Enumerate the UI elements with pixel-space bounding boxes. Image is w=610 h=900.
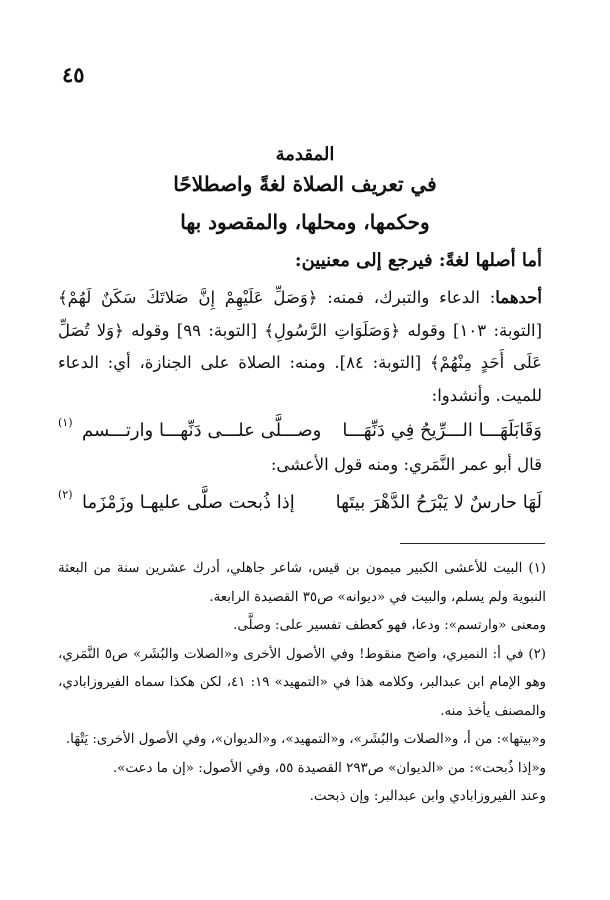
footnote: وعند الفيروزابادي وابن عبدالبر: وإن ذبحت. bbox=[309, 789, 546, 804]
chapter-subtitle-2: وحكمها، ومحلها، والمقصود بها bbox=[180, 210, 430, 234]
page-number: ٤٥ bbox=[62, 62, 85, 87]
verse-1 bbox=[58, 416, 542, 450]
footnote-separator bbox=[400, 543, 545, 544]
footnote-marker-1: (١) bbox=[58, 416, 73, 429]
para-text: : الدعاء والتبرك، فمنه: ﴿وَصَلِّ عَلَيْهِمْ إِنَّ صَلاتَكَ سَكَنٌ لَهُمْ﴾ [التوبة: ١٠٣] وقوله ﴿وَصَلَوَاتِ الرَّسُولِ﴾ [التوبة: ٩٩] وقوله ﴿وَلا تُصَلِّ عَلَى أَحَدٍ مِنْهُمْ﴾ [التوبة: ٨٤]. ومنه: الصلاة على الجنازة، أي: الدعاء للميت. وأنشدوا: bbox=[58, 288, 543, 405]
main-paragraph bbox=[58, 282, 542, 412]
footnote-marker-2: (٢) bbox=[58, 488, 73, 501]
chapter-subtitle: في تعريف الصلاة لغةً واصطلاحًا bbox=[173, 172, 437, 196]
footnote: ومعنى «وارتسم»: ودعا، فهو كعطف تفسير على: وصلَّى. bbox=[233, 618, 546, 633]
footnote: و«بيتها»: من أ، و«الصلات والبُشَر»، و«التمهيد»، و«الديوان»، وفي الأصول الأخرى: يَتْهَا. bbox=[65, 732, 546, 747]
verse-2 bbox=[58, 488, 542, 522]
chapter-title: المقدمة bbox=[275, 144, 335, 165]
para-lead: أحدهما bbox=[495, 288, 542, 307]
intro-line: أما أصلها لغةً: فيرجع إلى معنيين: bbox=[294, 250, 542, 271]
verse-2-first-hemistich: لَهَا حارسٌ لا يَبْرَحُ الدَّهْرَ بيتَها bbox=[335, 492, 542, 513]
footnote: (١) البيت للأعشى الكبير ميمون بن قيس، شاعر جاهلي، أدرك عشرين سنة من البعثة النبوية ولم يسلم، والبيت في «ديوانه» ص٣٥ القصيدة الرابعة. bbox=[58, 561, 546, 605]
verse-1-second-hemistich: وصـــلَّى علـــى دَنِّهـــا وارتـــسم bbox=[82, 420, 322, 441]
attribution-line: قال أبو عمر النَّمَري: ومنه قول الأعشى: bbox=[270, 455, 542, 474]
footnote: (٢) في أ: النميري، واضح منقوط! وفي الأصول الأخرى و«الصلات والبُشَر» ص٥ النَّمَري، وهو الإمام ابن عبدالبر، وكلامه هذا في «التمهيد» ١٩: ٤١، لكن هكذا سماه الفيروزابادي، والمصنف يأخذ منه. bbox=[58, 646, 547, 719]
footnotes bbox=[58, 555, 546, 812]
verse-1-first-hemistich: وَقَابَلَهَـــا الـــرِّيحُ فِي دَنِّهَـــا bbox=[342, 420, 542, 441]
footnote: و«إذا ذُبحت»: من «الديوان» ص٢٩٣ القصيدة ٥٥، وفي الأصول: «إن ما دعت». bbox=[112, 760, 546, 776]
verse-2-second-hemistich: إذا ذُبحت صلَّى عليهـا وزَمْزَما bbox=[82, 492, 295, 513]
